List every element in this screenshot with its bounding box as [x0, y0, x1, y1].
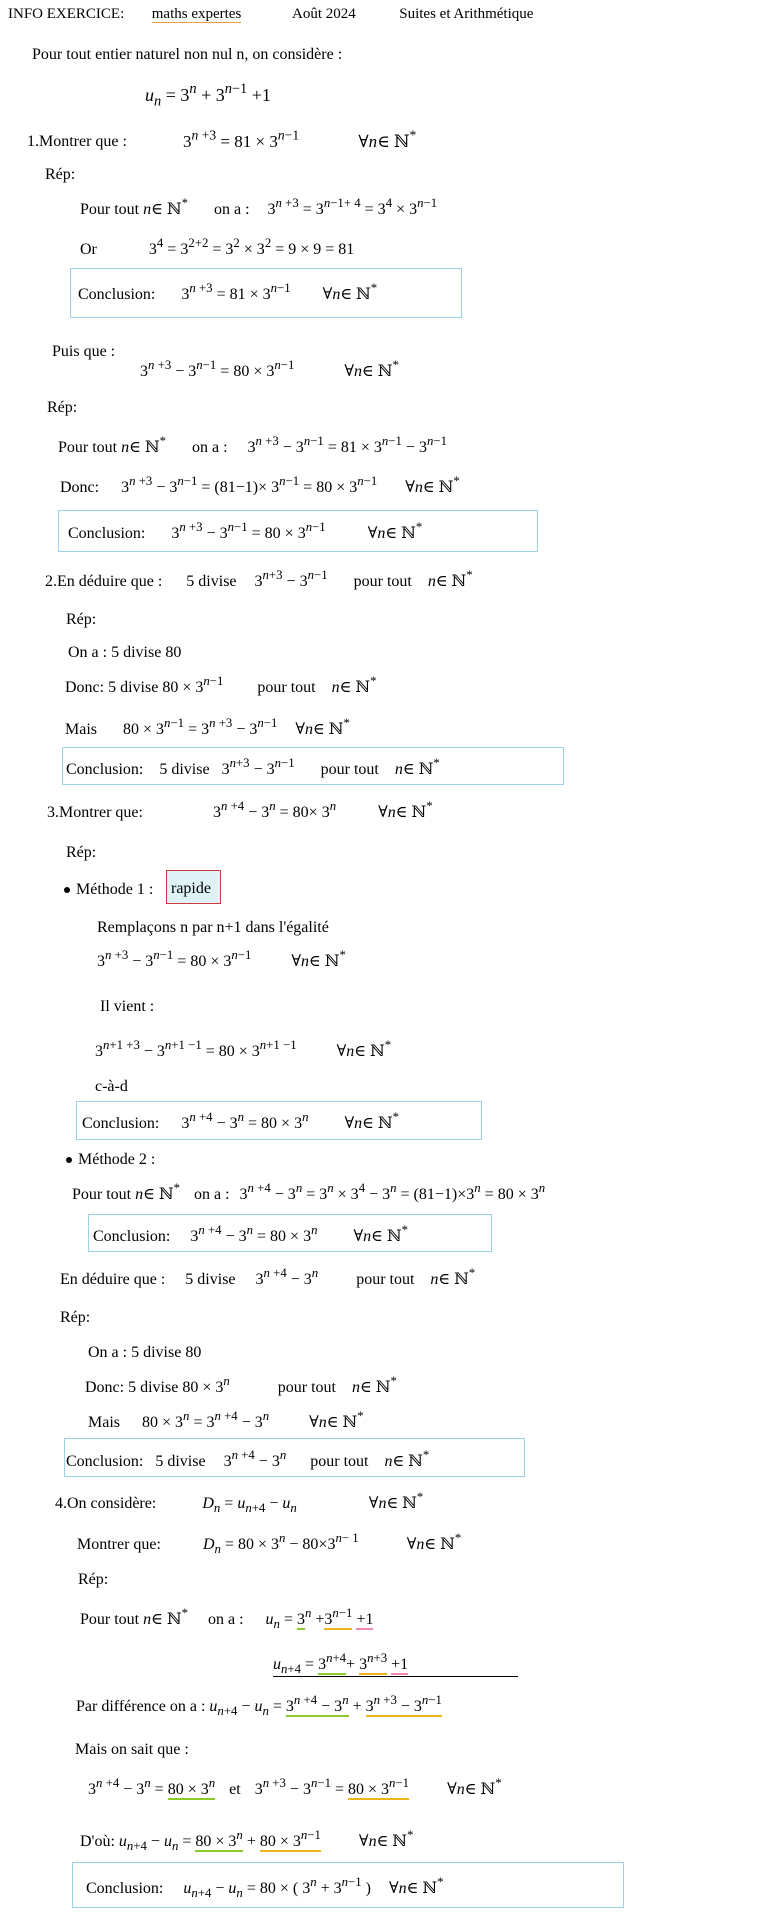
il-vient-label: Il vient :: [100, 998, 155, 1015]
q4-un4: $u_{n+4} = 3^{n+4}+ 3^{n+3} +1$: [273, 1650, 409, 1676]
q4-known: $3^{n +4} - 3^n = 80 \times 3^n$ et $3^{n +3} - 3^{n-1} = 80 \times 3^{n-1}$ ∀n∈ ℕ*: [88, 1775, 502, 1798]
header-title: INFO EXERCICE:: [8, 6, 125, 22]
bullet-icon: [66, 1157, 72, 1163]
q4-statement: 4.On considère: $D_n = u_{n+4} - u_n$ ∀n∈ ℕ*: [55, 1489, 424, 1515]
deduce-donc: Donc: 5 divise $80 \times 3^n$ pour tout n∈ ℕ*: [85, 1373, 397, 1396]
m2-derivation: Pour tout n∈ ℕ* on a : $3^{n +4} - 3^n = 3^n \times 3^4 - 3^n = (81-1)\times 3^n = 80 \times 3^n$: [72, 1180, 546, 1203]
rep-label: Rép:: [78, 1571, 109, 1588]
m1-conclusion: Conclusion: $3^{n +4} - 3^n = 80 \times 3^n$ ∀n∈ ℕ*: [82, 1109, 399, 1132]
remplacons-text: Remplaçons n par n+1 dans l'égalité: [97, 919, 329, 936]
m2-conclusion: Conclusion: $3^{n +4} - 3^n = 80 \times 3^n$ ∀n∈ ℕ*: [93, 1222, 408, 1245]
rep-label: Rép:: [47, 399, 78, 416]
q4-difference: Par différence on a : $u_{n+4} - u_n = 3^{n +4} - 3^n + 3^{n +3} - 3^{n-1}$: [76, 1692, 442, 1718]
m1-substituted: $3^{n+1 +3} - 3^{n+1 -1} = 80 \times 3^{n+1 -1}$ ∀n∈ ℕ*: [95, 1037, 392, 1060]
q1-proof-line-1: Pour tout n∈ ℕ* on a : $3^{n +3} = 3^{n-1+ 4} = 3^4 \times 3^{n-1}$: [80, 195, 438, 218]
rep-label: Rép:: [66, 844, 97, 861]
deduce-on-a: On a : 5 divise 80: [88, 1344, 202, 1361]
rep-label: Rép:: [66, 611, 97, 628]
q1-proof-line-2: Or $3^4 = 3^{2+2} = 3^2 \times 3^2 = 9 \times 9 = 81$: [80, 235, 355, 258]
deduce-mais: Mais $80 \times 3^n = 3^{n +4} - 3^n$ ∀n∈ ℕ*: [88, 1408, 364, 1431]
q4-un: Pour tout n∈ ℕ* on a : $u_n = 3^n +3^{n-1} +1$: [80, 1605, 374, 1631]
rep-label: Rép:: [60, 1309, 91, 1326]
q4-montrer: Montrer que: $D_n = 80 \times 3^n - 80\times 3^{n- 1}$ ∀n∈ ℕ*: [77, 1530, 462, 1556]
q1-statement: $3^{n +3} = 81 \times 3^{n-1}$ ∀n∈ ℕ*: [183, 127, 417, 151]
puis-que-conclusion: Conclusion: $3^{n +3} - 3^{n-1} = 80 \times 3^{n-1}$ ∀n∈ ℕ*: [68, 519, 423, 542]
header-subject: maths expertes: [151, 6, 242, 22]
sum-rule: [273, 1676, 518, 1677]
mais-on-sait-label: Mais on sait que :: [75, 1741, 189, 1758]
header-bar: [8, 5, 533, 23]
q2-donc: Donc: 5 divise $80 \times 3^{n-1}$ pour tout n∈ ℕ*: [65, 673, 377, 696]
q1-label: 1.Montrer que :: [27, 133, 127, 150]
header-date: Août 2024: [292, 6, 356, 22]
q2-statement: 2.En déduire que : 5 divise $3^{n+3} - 3^{n-1}$ pour tout n∈ ℕ*: [45, 567, 473, 590]
bullet-icon: [64, 887, 70, 893]
rapide-label: rapide: [171, 880, 211, 897]
methode-1-label: Méthode 1 :: [64, 880, 153, 899]
q2-on-a: On a : 5 divise 80: [68, 644, 182, 661]
puis-que-proof-2: Donc: $3^{n +3} - 3^{n-1} = (81-1)\times 3^{n-1} = 80 \times 3^{n-1}$ ∀n∈ ℕ*: [60, 473, 460, 496]
methode-2-label: Méthode 2 :: [66, 1150, 155, 1169]
q4-dou: D'où: $u_{n+4} - u_n = 80 \times 3^n + 80 \times 3^{n-1}$ ∀n∈ ℕ*: [80, 1827, 414, 1853]
header-topic: Suites et Arithmétique: [399, 6, 534, 22]
q2-conclusion: Conclusion: 5 divise $3^{n+3} - 3^{n-1}$ pour tout n∈ ℕ*: [66, 755, 440, 778]
intro-text: Pour tout entier naturel non nul n, on considère :: [32, 46, 343, 63]
q4-conclusion: Conclusion: $u_{n+4} - u_n = 80$ × ( $3^n + 3^{n-1}$ ) ∀n∈ ℕ*: [86, 1874, 444, 1900]
cad-label: c-à-d: [95, 1078, 128, 1095]
q2-mais: Mais $80 \times 3^{n-1} = 3^{n +3} - 3^{n-1}$ ∀n∈ ℕ*: [65, 715, 350, 738]
deduce-statement: En déduire que : 5 divise $3^{n +4} - 3^n$ pour tout n∈ ℕ*: [60, 1265, 476, 1288]
rep-label: Rép:: [45, 166, 76, 183]
puis-que-proof-1: Pour tout n∈ ℕ* on a : $3^{n +3} - 3^{n-1} = 81 \times 3^{n-1} - 3^{n-1}$: [58, 433, 447, 456]
q1-conclusion: Conclusion: $3^{n +3} = 81 \times 3^{n-1}$ ∀n∈ ℕ*: [78, 280, 378, 303]
m1-equality: $3^{n +3} - 3^{n-1} = 80 \times 3^{n-1}$ ∀n∈ ℕ*: [97, 947, 346, 970]
puis-que-statement: $3^{n +3} - 3^{n-1} = 80 \times 3^{n-1}$ ∀n∈ ℕ*: [140, 357, 399, 380]
q3-statement: 3.Montrer que: $3^{n +4} - 3^n = 80\times 3^n$ ∀n∈ ℕ*: [47, 798, 433, 821]
sequence-definition: $u_n = 3^n + 3^{n-1} +1$: [145, 81, 271, 110]
deduce-conclusion: Conclusion: 5 divise $3^{n +4} - 3^n$ pour tout n∈ ℕ*: [66, 1447, 430, 1470]
puis-que-label: Puis que :: [52, 343, 116, 360]
